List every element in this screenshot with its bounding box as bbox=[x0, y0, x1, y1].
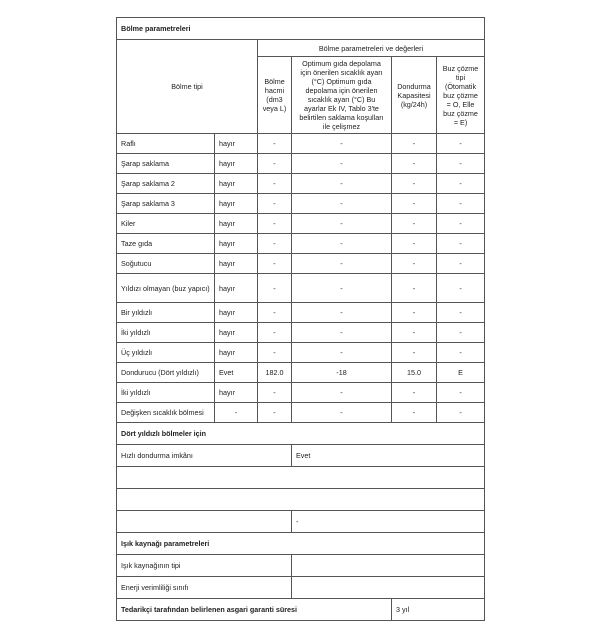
table-row bbox=[117, 194, 485, 214]
table-row bbox=[117, 134, 485, 154]
table-row bbox=[117, 214, 485, 234]
row-name: Soğutucu bbox=[117, 254, 215, 274]
table-row bbox=[117, 323, 485, 343]
row-name: Şarap saklama bbox=[117, 154, 215, 174]
warranty-value: 3 yıl bbox=[392, 599, 485, 621]
fast-freeze-value: Evet bbox=[292, 445, 485, 467]
row-freeze: - bbox=[392, 134, 437, 154]
row-present: hayır bbox=[215, 254, 258, 274]
row-volume: - bbox=[258, 274, 292, 303]
row-name: Yıldızı olmayan (buz yapıcı) bbox=[117, 274, 215, 303]
table-title: Bölme parametreleri bbox=[117, 18, 485, 40]
row-defrost: - bbox=[437, 274, 485, 303]
row-freeze: - bbox=[392, 174, 437, 194]
table-row bbox=[117, 174, 485, 194]
energy-class-label: Enerji verimliliği sınıfı bbox=[117, 577, 292, 599]
row-defrost: - bbox=[437, 194, 485, 214]
row-name: İki yıldızlı bbox=[117, 383, 215, 403]
fast-freeze-label: Hızlı dondurma imkânı bbox=[117, 445, 292, 467]
row-volume: - bbox=[258, 403, 292, 423]
row-present: hayır bbox=[215, 174, 258, 194]
row-temp: - bbox=[292, 254, 392, 274]
row-present: hayır bbox=[215, 234, 258, 254]
row-name: Dondurucu (Dört yıldızlı) bbox=[117, 363, 215, 383]
table-row bbox=[117, 254, 485, 274]
row-freeze: - bbox=[392, 343, 437, 363]
row-temp: - bbox=[292, 323, 392, 343]
row-defrost: - bbox=[437, 303, 485, 323]
row-freeze: - bbox=[392, 254, 437, 274]
table-row bbox=[117, 403, 485, 423]
row-name: Şarap saklama 3 bbox=[117, 194, 215, 214]
table-row bbox=[117, 274, 485, 303]
row-volume: - bbox=[258, 323, 292, 343]
row-name: Şarap saklama 2 bbox=[117, 174, 215, 194]
row-present: Evet bbox=[215, 363, 258, 383]
table-row bbox=[117, 303, 485, 323]
row-temp: - bbox=[292, 214, 392, 234]
table-row bbox=[117, 383, 485, 403]
row-volume: - bbox=[258, 303, 292, 323]
row-freeze: 15.0 bbox=[392, 363, 437, 383]
row-volume: - bbox=[258, 383, 292, 403]
row-freeze: - bbox=[392, 234, 437, 254]
row-defrost: - bbox=[437, 214, 485, 234]
warranty-label: Tedarikçi tarafından belirlenen asgari garanti süresi bbox=[117, 599, 392, 621]
row-name: İki yıldızlı bbox=[117, 323, 215, 343]
row-freeze: - bbox=[392, 154, 437, 174]
row-volume: - bbox=[258, 134, 292, 154]
row-present: hayır bbox=[215, 343, 258, 363]
row-present: hayır bbox=[215, 274, 258, 303]
light-type-value bbox=[292, 555, 485, 577]
row-defrost: - bbox=[437, 383, 485, 403]
energy-class-value bbox=[292, 577, 485, 599]
row-freeze: - bbox=[392, 214, 437, 234]
col-header-defrost: Buz çözme tipi (Ötomatik buz çözme = O, Elle buz çözme = E) bbox=[437, 57, 485, 134]
blank-row bbox=[117, 467, 485, 489]
table-row bbox=[117, 343, 485, 363]
row-temp: - bbox=[292, 194, 392, 214]
row-temp: -18 bbox=[292, 363, 392, 383]
row-freeze: - bbox=[392, 403, 437, 423]
blank-cell bbox=[117, 511, 292, 533]
row-defrost: - bbox=[437, 343, 485, 363]
row-volume: - bbox=[258, 174, 292, 194]
row-name: Kiler bbox=[117, 214, 215, 234]
col-header-freeze: Dondurma Kapasitesi (kg/24h) bbox=[392, 57, 437, 134]
row-defrost: - bbox=[437, 154, 485, 174]
compartment-parameters-sheet bbox=[116, 17, 484, 621]
row-present: hayır bbox=[215, 323, 258, 343]
row-temp: - bbox=[292, 274, 392, 303]
row-volume: - bbox=[258, 254, 292, 274]
row-volume: 182.0 bbox=[258, 363, 292, 383]
row-present: hayır bbox=[215, 214, 258, 234]
row-present: hayır bbox=[215, 154, 258, 174]
row-temp: - bbox=[292, 383, 392, 403]
col-header-temp: Optimum gıda depolama için önerilen sıcaklık ayarı (°C) Optimum gıda depolama için önerilen sıcaklık ayarı (°C) Bu ayarlar Ek IV, Tablo 3'te belirtilen saklama koşulları ile çelişmez bbox=[292, 57, 392, 134]
row-name: Taze gıda bbox=[117, 234, 215, 254]
row-defrost: - bbox=[437, 403, 485, 423]
row-temp: - bbox=[292, 154, 392, 174]
row-volume: - bbox=[258, 154, 292, 174]
col-header-type: Bölme tipi bbox=[117, 40, 258, 134]
table-row bbox=[117, 234, 485, 254]
row-defrost: - bbox=[437, 174, 485, 194]
row-defrost: E bbox=[437, 363, 485, 383]
row-present: hayır bbox=[215, 303, 258, 323]
compartment-parameters-table bbox=[116, 17, 485, 621]
row-present: hayır bbox=[215, 383, 258, 403]
row-freeze: - bbox=[392, 383, 437, 403]
row-defrost: - bbox=[437, 134, 485, 154]
row-temp: - bbox=[292, 343, 392, 363]
row-volume: - bbox=[258, 343, 292, 363]
table-row bbox=[117, 363, 485, 383]
row-defrost: - bbox=[437, 254, 485, 274]
row-defrost: - bbox=[437, 234, 485, 254]
row-name: Raflı bbox=[117, 134, 215, 154]
row-temp: - bbox=[292, 174, 392, 194]
four-star-dash: - bbox=[292, 511, 485, 533]
row-freeze: - bbox=[392, 303, 437, 323]
row-freeze: - bbox=[392, 274, 437, 303]
light-type-label: Işık kaynağının tipi bbox=[117, 555, 292, 577]
table-row bbox=[117, 154, 485, 174]
row-name: Değişken sıcaklık bölmesi bbox=[117, 403, 215, 423]
row-freeze: - bbox=[392, 194, 437, 214]
row-present: hayır bbox=[215, 194, 258, 214]
sub-header: Bölme parametreleri ve değerleri bbox=[258, 40, 485, 57]
row-present: - bbox=[215, 403, 258, 423]
row-temp: - bbox=[292, 403, 392, 423]
blank-row bbox=[117, 489, 485, 511]
row-present: hayır bbox=[215, 134, 258, 154]
row-temp: - bbox=[292, 134, 392, 154]
row-name: Üç yıldızlı bbox=[117, 343, 215, 363]
row-defrost: - bbox=[437, 323, 485, 343]
row-name: Bir yıldızlı bbox=[117, 303, 215, 323]
row-volume: - bbox=[258, 194, 292, 214]
col-header-volume: Bölme hacmi (dm3 veya L) bbox=[258, 57, 292, 134]
row-temp: - bbox=[292, 234, 392, 254]
row-freeze: - bbox=[392, 323, 437, 343]
row-volume: - bbox=[258, 234, 292, 254]
four-star-section-title: Dört yıldızlı bölmeler için bbox=[117, 423, 485, 445]
row-temp: - bbox=[292, 303, 392, 323]
row-volume: - bbox=[258, 214, 292, 234]
light-section-title: Işık kaynağı parametreleri bbox=[117, 533, 485, 555]
